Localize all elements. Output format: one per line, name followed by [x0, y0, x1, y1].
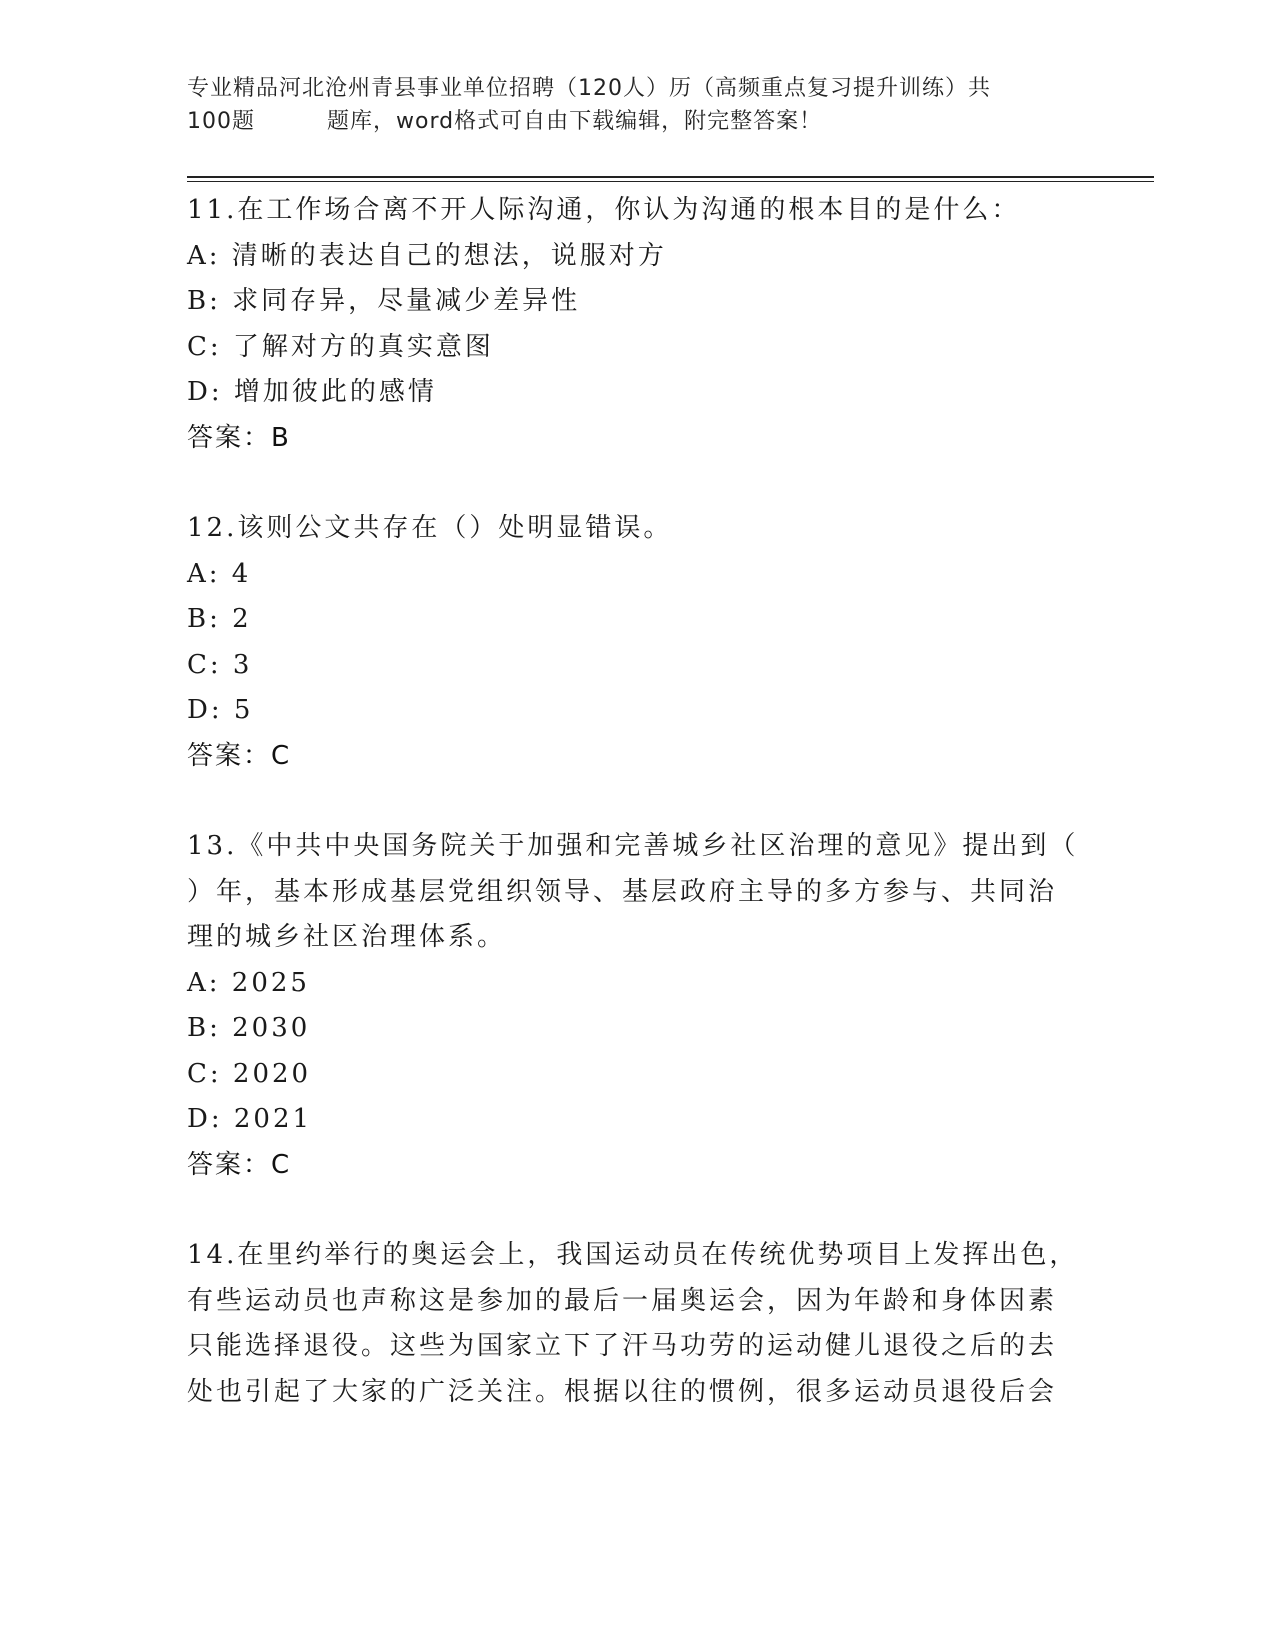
- option-d: D: 增加彼此的感情: [187, 377, 437, 407]
- question-13: [187, 824, 1079, 1188]
- header-line-2: [187, 105, 1067, 138]
- answer-label: 答案：C: [187, 1149, 292, 1180]
- question-11: [187, 188, 1067, 461]
- question-text-line-2: 有些运动员也声称这是参加的最后一届奥运会，因为年龄和身体因素: [187, 1285, 1058, 1316]
- header-description: 题库，word格式可自由下载编辑，附完整答案！: [327, 109, 823, 134]
- option-d: D: 2021: [187, 1104, 313, 1134]
- header-line-1: 专业精品河北沧州青县事业单位招聘（120人）历（高频重点复习提升训练）共: [187, 76, 991, 101]
- question-14: [187, 1233, 1079, 1415]
- header-divider-thin: [187, 181, 1154, 182]
- option-c: C: 3: [187, 649, 253, 680]
- option-a: A: 清晰的表达自己的想法，说服对方: [187, 240, 667, 271]
- question-text-line-3: 只能选择退役。这些为国家立下了汗马功劳的运动健儿退役之后的去: [187, 1331, 1058, 1361]
- header-divider-thick: [187, 176, 1154, 178]
- document-header: [187, 72, 1067, 138]
- option-b: B: 2030: [187, 1013, 311, 1043]
- option-c: C: 2020: [187, 1058, 312, 1089]
- question-12: [187, 506, 1067, 779]
- question-text-line-3: 理的城乡社区治理体系。: [187, 922, 507, 952]
- question-list: [187, 188, 1079, 1460]
- question-text: 11.在工作场合离不开人际沟通，你认为沟通的根本目的是什么：: [187, 195, 1021, 225]
- option-b: B: 2: [187, 604, 252, 634]
- answer-label: 答案：C: [187, 740, 292, 771]
- option-d: D: 5: [187, 695, 254, 725]
- option-b: B: 求同存异，尽量减少差异性: [187, 286, 581, 316]
- option-c: C: 了解对方的真实意图: [187, 331, 494, 362]
- header-question-count: 100题: [187, 109, 255, 134]
- question-text-line-2: ）年，基本形成基层党组织领导、基层政府主导的多方参与、共同治: [187, 876, 1058, 907]
- question-text-line-1: 13.《中共中央国务院关于加强和完善城乡社区治理的意见》提出到（: [187, 831, 1079, 861]
- option-a: A: 4: [187, 558, 252, 589]
- question-text: 12.该则公文共存在（）处明显错误。: [187, 513, 673, 543]
- question-text-line-4: 处也引起了大家的广泛关注。根据以往的惯例，很多运动员退役后会: [187, 1376, 1058, 1407]
- answer-label: 答案：B: [187, 422, 291, 453]
- option-a: A: 2025: [187, 967, 310, 998]
- question-text-line-1: 14.在里约举行的奥运会上，我国运动员在传统优势项目上发挥出色，: [187, 1240, 1079, 1270]
